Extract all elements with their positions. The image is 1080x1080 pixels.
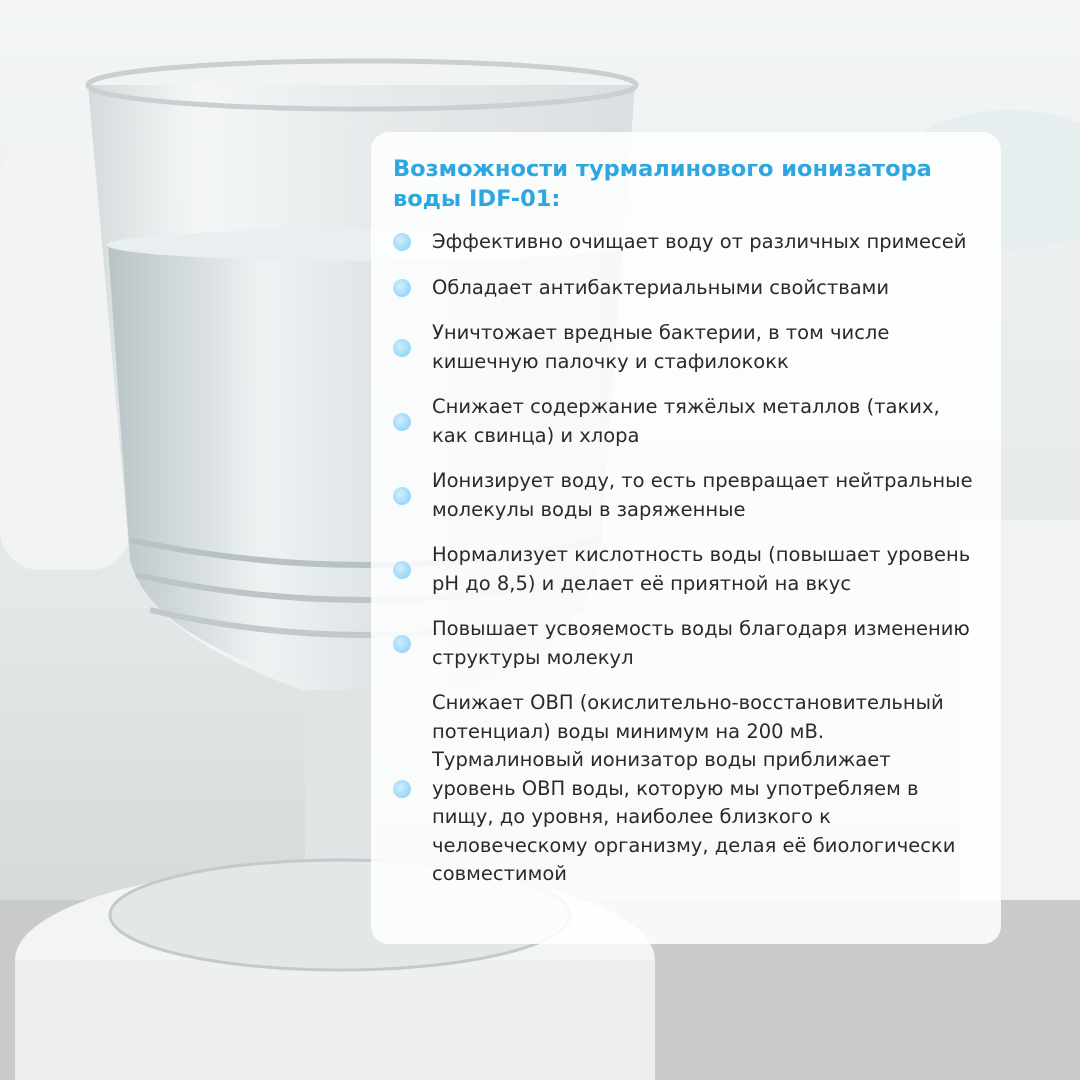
list-item: [393, 393, 977, 450]
list-item-text: Нормализует кислотность воды (повышает уровень pH до 8,5) и делает её приятной на вкус: [432, 543, 971, 595]
bullet-dot-icon: [393, 487, 411, 505]
list-item: [393, 541, 977, 598]
bullet-dot-icon: [393, 339, 411, 357]
list-item: [393, 319, 977, 376]
list-item: [393, 689, 977, 889]
list-item: [393, 274, 977, 303]
features-list: [393, 228, 977, 889]
list-item: [393, 467, 977, 524]
list-item-text: Уничтожает вредные бактерии, в том числе кишечную палочку и стафилококк: [432, 321, 890, 373]
bullet-dot-icon: [393, 413, 411, 431]
list-item-text: Обладает антибактериальными свойствами: [432, 275, 890, 299]
bullet-dot-icon: [393, 233, 411, 251]
bullet-dot-icon: [393, 635, 411, 653]
list-item-text: Снижает содержание тяжёлых металлов (таких, как свинца) и хлора: [432, 395, 940, 447]
bullet-dot-icon: [393, 561, 411, 579]
bullet-dot-icon: [393, 279, 411, 297]
list-item: [393, 228, 977, 257]
list-item-text: Ионизирует воду, то есть превращает нейтральные молекулы воды в заряженные: [432, 469, 973, 521]
list-item: [393, 615, 977, 672]
bullet-dot-icon: [393, 780, 411, 798]
card-title: Возможности турмалинового ионизатора воды IDF-01:: [393, 156, 932, 212]
features-card: [371, 132, 1001, 944]
list-item-text: Повышает усвояемость воды благодаря изменению структуры молекул: [432, 617, 970, 669]
list-item-text: Снижает ОВП (окислительно-восстановительный потенциал) воды минимум на 200 мВ. Турмалиновый ионизатор воды приближает уровень ОВП воды, которую мы употребляем в пищу, до уровня, наиболее близкого к человеческому организму, делая её биологически совместимой: [432, 691, 956, 885]
list-item-text: Эффективно очищает воду от различных примесей: [432, 230, 967, 253]
